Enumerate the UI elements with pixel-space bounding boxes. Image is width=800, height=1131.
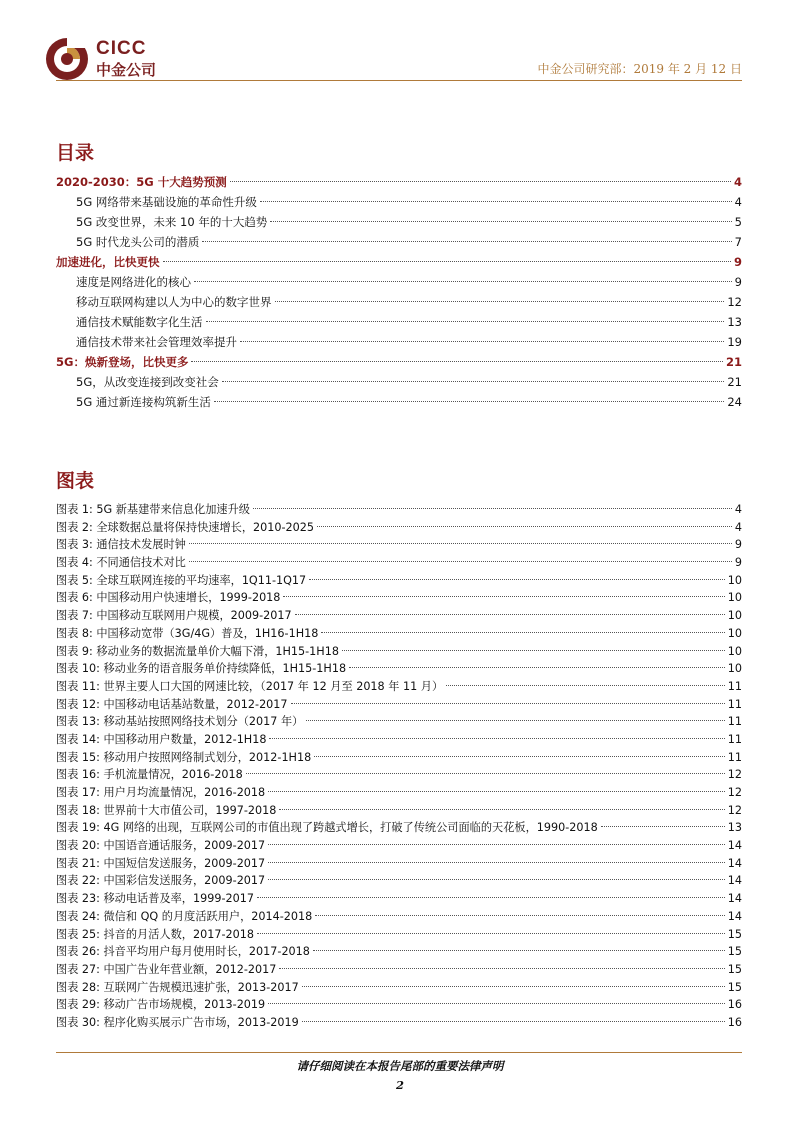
figure-entry-title: 图表 29: 移动广告市场规模，2013-2019 bbox=[56, 998, 266, 1012]
dot-leader bbox=[302, 1021, 725, 1022]
dot-leader bbox=[240, 341, 724, 342]
toc-entry-title: 通信技术带来社会管理效率提升 bbox=[76, 335, 237, 349]
logo-text-cn: 中金公司 bbox=[96, 61, 157, 79]
figure-entry-page: 13 bbox=[727, 821, 742, 835]
toc-entry-page: 9 bbox=[734, 275, 742, 289]
figure-entry-title: 图表 27: 中国广告业年营业额，2012-2017 bbox=[56, 962, 277, 976]
figure-entry-title: 图表 16: 手机流量情况，2016-2018 bbox=[56, 768, 243, 782]
toc-entry[interactable] bbox=[56, 212, 742, 232]
figure-entry-page: 14 bbox=[727, 839, 742, 853]
figure-entry-page: 14 bbox=[727, 856, 742, 870]
figure-entry[interactable] bbox=[56, 660, 742, 678]
dot-leader bbox=[257, 897, 725, 898]
figure-entry-page: 10 bbox=[727, 644, 742, 658]
figure-entry[interactable] bbox=[56, 943, 742, 961]
toc-entry-title: 5G 时代龙头公司的潜质 bbox=[76, 235, 200, 249]
figure-entry-page: 15 bbox=[727, 927, 742, 941]
figure-entry[interactable] bbox=[56, 625, 742, 643]
dot-leader bbox=[283, 596, 724, 597]
toc-entry[interactable] bbox=[56, 312, 742, 332]
toc-entry-page: 21 bbox=[727, 375, 742, 389]
figure-entry-title: 图表 5: 全球互联网连接的平均速率，1Q11-1Q17 bbox=[56, 573, 307, 587]
figure-entry[interactable] bbox=[56, 607, 742, 625]
dot-leader bbox=[189, 543, 732, 544]
figure-entry-page: 10 bbox=[727, 662, 742, 676]
figure-entry[interactable] bbox=[56, 589, 742, 607]
figure-entry[interactable] bbox=[56, 572, 742, 590]
dot-leader bbox=[246, 773, 725, 774]
figure-entry-page: 16 bbox=[727, 998, 742, 1012]
toc-entry[interactable] bbox=[56, 252, 742, 272]
dot-leader bbox=[317, 526, 732, 527]
toc-entry-title: 5G，从改变连接到改变社会 bbox=[76, 375, 219, 389]
figure-entry-title: 图表 28: 互联网广告规模迅速扩张，2013-2017 bbox=[56, 980, 299, 994]
toc-entry-title: 通信技术赋能数字化生活 bbox=[76, 315, 203, 329]
dot-leader bbox=[253, 508, 732, 509]
figure-entry-title: 图表 22: 中国彩信发送服务，2009-2017 bbox=[56, 874, 266, 888]
dot-leader bbox=[446, 685, 725, 686]
figure-entry[interactable] bbox=[56, 979, 742, 997]
figure-entry-page: 12 bbox=[727, 768, 742, 782]
toc-entry-page: 4 bbox=[733, 175, 742, 189]
figure-entry-title: 图表 26: 抖音平均用户每月使用时长，2017-2018 bbox=[56, 945, 310, 959]
toc-entry-title: 加速进化，比快更快 bbox=[56, 255, 160, 269]
dot-leader bbox=[315, 915, 724, 916]
figure-entry-page: 9 bbox=[734, 556, 742, 570]
dot-leader bbox=[295, 614, 725, 615]
figure-entry-title: 图表 24: 微信和 QQ 的月度活跃用户，2014-2018 bbox=[56, 909, 313, 923]
figure-entry-title: 图表 23: 移动电话普及率，1999-2017 bbox=[56, 892, 254, 906]
dot-leader bbox=[321, 632, 724, 633]
figure-entry[interactable] bbox=[56, 749, 742, 767]
toc-entry-page: 5 bbox=[734, 215, 742, 229]
cicc-logo bbox=[44, 36, 174, 82]
dot-leader bbox=[268, 1003, 725, 1004]
figure-entry-page: 10 bbox=[727, 591, 742, 605]
figure-entry-page: 9 bbox=[734, 538, 742, 552]
figure-entry-page: 10 bbox=[727, 626, 742, 640]
dot-leader bbox=[194, 281, 732, 282]
toc-entry[interactable] bbox=[56, 272, 742, 292]
figure-entry[interactable] bbox=[56, 643, 742, 661]
dot-leader bbox=[349, 667, 725, 668]
toc-title: 目录 bbox=[56, 142, 95, 164]
figure-entry[interactable] bbox=[56, 855, 742, 873]
toc-list bbox=[56, 172, 742, 412]
dot-leader bbox=[260, 201, 732, 202]
dot-leader bbox=[268, 879, 725, 880]
toc-entry-title: 速度是网络进化的核心 bbox=[76, 275, 191, 289]
toc-entry-title: 移动互联网构建以人为中心的数字世界 bbox=[76, 295, 272, 309]
toc-entry[interactable] bbox=[56, 332, 742, 352]
figure-entry[interactable] bbox=[56, 696, 742, 714]
dot-leader bbox=[309, 579, 725, 580]
dot-leader bbox=[268, 844, 725, 845]
toc-entry-page: 9 bbox=[733, 255, 742, 269]
figure-entry-page: 11 bbox=[727, 750, 742, 764]
figure-entry-page: 15 bbox=[727, 980, 742, 994]
figure-entry-page: 12 bbox=[727, 803, 742, 817]
toc-entry-page: 7 bbox=[734, 235, 742, 249]
toc-entry[interactable] bbox=[56, 172, 742, 192]
dot-leader bbox=[269, 738, 724, 739]
dot-leader bbox=[163, 261, 731, 262]
dot-leader bbox=[214, 401, 724, 402]
figure-entry-title: 图表 13: 移动基站按照网络技术划分（2017 年） bbox=[56, 715, 304, 729]
figure-entry-title: 图表 11: 世界主要人口大国的网速比较，（2017 年 12 月至 2018 年 11 月） bbox=[56, 679, 444, 693]
footer-divider bbox=[56, 1052, 742, 1053]
toc-entry[interactable] bbox=[56, 372, 742, 392]
figure-entry-page: 14 bbox=[727, 892, 742, 906]
figure-entry-page: 11 bbox=[727, 697, 742, 711]
figure-entry-page: 4 bbox=[734, 503, 742, 516]
page-header bbox=[0, 0, 800, 90]
toc-entry-title: 5G 通过新连接构筑新生活 bbox=[76, 395, 211, 409]
toc-entry-page: 24 bbox=[727, 395, 742, 409]
dot-leader bbox=[222, 381, 725, 382]
toc-entry[interactable] bbox=[56, 192, 742, 212]
dot-leader bbox=[270, 221, 731, 222]
figure-entry-page: 16 bbox=[727, 1015, 742, 1029]
figure-entry-title: 图表 6: 中国移动用户快速增长，1999-2018 bbox=[56, 591, 281, 605]
toc-entry[interactable] bbox=[56, 292, 742, 312]
dot-leader bbox=[279, 809, 724, 810]
figure-entry[interactable] bbox=[56, 802, 742, 820]
logo-text-en: CICC bbox=[96, 38, 147, 59]
figure-entry-title: 图表 3: 通信技术发展时钟 bbox=[56, 538, 186, 552]
figure-entry[interactable] bbox=[56, 731, 742, 749]
figures-list bbox=[56, 501, 742, 1032]
figure-entry-title: 图表 12: 中国移动电话基站数量，2012-2017 bbox=[56, 697, 288, 711]
dot-leader bbox=[189, 561, 732, 562]
figure-entry[interactable] bbox=[56, 766, 742, 784]
figure-entry-title: 图表 25: 抖音的月活人数，2017-2018 bbox=[56, 927, 254, 941]
figure-entry-title: 图表 4: 不同通信技术对比 bbox=[56, 556, 186, 570]
figure-entry-title: 图表 15: 移动用户按照网络制式划分，2012-1H18 bbox=[56, 750, 312, 764]
figure-entry[interactable] bbox=[56, 536, 742, 554]
figure-entry-title: 图表 2: 全球数据总量将保持快速增长，2010-2025 bbox=[56, 520, 314, 534]
figure-entry[interactable] bbox=[56, 908, 742, 926]
figure-entry-page: 11 bbox=[727, 715, 742, 729]
dot-leader bbox=[206, 321, 725, 322]
figure-entry[interactable] bbox=[56, 961, 742, 979]
figure-entry-title: 图表 21: 中国短信发送服务，2009-2017 bbox=[56, 856, 266, 870]
header-date: 中金公司研究部：2019 年 2 月 12 日 bbox=[537, 62, 742, 76]
figure-entry[interactable] bbox=[56, 837, 742, 855]
figure-entry-page: 15 bbox=[727, 962, 742, 976]
figure-entry[interactable] bbox=[56, 519, 742, 537]
toc-entry-title: 5G 网络带来基础设施的革命性升级 bbox=[76, 195, 257, 209]
page-number: 2 bbox=[395, 1078, 404, 1092]
dot-leader bbox=[302, 986, 725, 987]
figure-entry[interactable] bbox=[56, 926, 742, 944]
figure-entry-title: 图表 7: 中国移动互联网用户规模，2009-2017 bbox=[56, 609, 292, 623]
figure-entry[interactable] bbox=[56, 996, 742, 1014]
dot-leader bbox=[202, 241, 731, 242]
toc-entry[interactable] bbox=[56, 232, 742, 252]
figure-entry[interactable] bbox=[56, 678, 742, 696]
figure-entry[interactable] bbox=[56, 784, 742, 802]
figures-title: 图表 bbox=[56, 470, 95, 492]
dot-leader bbox=[306, 720, 724, 721]
figure-entry-title: 图表 19: 4G 网络的出现，互联网公司的市值出现了跨越式增长，打破了传统公司面临的天花板，1990-2018 bbox=[56, 821, 598, 835]
figure-entry-page: 11 bbox=[727, 679, 742, 693]
dot-leader bbox=[291, 703, 725, 704]
figure-entry-page: 10 bbox=[727, 573, 742, 587]
dot-leader bbox=[257, 933, 725, 934]
figure-entry-title: 图表 18: 世界前十大市值公司，1997-2018 bbox=[56, 803, 277, 817]
toc-entry-page: 4 bbox=[734, 195, 742, 209]
toc-entry-page: 21 bbox=[725, 355, 742, 369]
dot-leader bbox=[230, 181, 731, 182]
figure-entry-page: 12 bbox=[727, 786, 742, 799]
dot-leader bbox=[314, 756, 725, 757]
legal-notice: 请仔细阅读在本报告尾部的重要法律声明 bbox=[296, 1059, 504, 1073]
figure-entry-title: 图表 1: 5G 新基建带来信息化加速升级 bbox=[56, 503, 250, 516]
dot-leader bbox=[268, 862, 725, 863]
dot-leader bbox=[191, 361, 723, 362]
dot-leader bbox=[313, 950, 725, 951]
figure-entry[interactable] bbox=[56, 501, 742, 519]
figure-entry[interactable] bbox=[56, 872, 742, 890]
toc-entry[interactable] bbox=[56, 352, 742, 372]
dot-leader bbox=[342, 650, 725, 651]
figure-entry-page: 4 bbox=[734, 520, 742, 534]
toc-entry-title: 5G：焕新登场，比快更多 bbox=[56, 355, 189, 369]
figure-entry-title: 图表 20: 中国语音通话服务，2009-2017 bbox=[56, 839, 266, 853]
figure-entry-title: 图表 9: 移动业务的数据流量单价大幅下滑，1H15-1H18 bbox=[56, 644, 339, 658]
toc-entry-title: 2020-2030：5G 十大趋势预测 bbox=[56, 175, 227, 189]
figure-entry-page: 10 bbox=[727, 609, 742, 623]
dot-leader bbox=[275, 301, 725, 302]
figure-entry-title: 图表 17: 用户月均流量情况，2016-2018 bbox=[56, 786, 266, 799]
figure-entry[interactable] bbox=[56, 890, 742, 908]
toc-entry[interactable] bbox=[56, 392, 742, 412]
toc-entry-page: 19 bbox=[727, 335, 742, 349]
figure-entry[interactable] bbox=[56, 713, 742, 731]
toc-entry-page: 13 bbox=[727, 315, 742, 329]
figure-entry[interactable] bbox=[56, 819, 742, 837]
cicc-logo-icon bbox=[44, 36, 90, 82]
figure-entry-page: 15 bbox=[727, 945, 742, 959]
figure-entry-page: 14 bbox=[727, 874, 742, 888]
dot-leader bbox=[268, 791, 725, 792]
figure-entry[interactable] bbox=[56, 554, 742, 572]
figure-entry-title: 图表 10: 移动业务的语音服务单价持续降低，1H15-1H18 bbox=[56, 662, 347, 676]
dot-leader bbox=[601, 826, 725, 827]
toc-entry-title: 5G 改变世界，未来 10 年的十大趋势 bbox=[76, 215, 268, 229]
figure-entry-title: 图表 8: 中国移动宽带（3G/4G）普及，1H16-1H18 bbox=[56, 626, 319, 640]
toc-entry-page: 12 bbox=[727, 295, 742, 309]
figure-entry-title: 图表 14: 中国移动用户数量，2012-1H18 bbox=[56, 732, 267, 746]
figure-entry-page: 11 bbox=[727, 732, 742, 746]
header-divider bbox=[56, 80, 742, 81]
figure-entry-title: 图表 30: 程序化购买展示广告市场，2013-2019 bbox=[56, 1015, 299, 1029]
figure-entry[interactable] bbox=[56, 1014, 742, 1032]
figure-entry-page: 14 bbox=[727, 909, 742, 923]
dot-leader bbox=[279, 968, 724, 969]
